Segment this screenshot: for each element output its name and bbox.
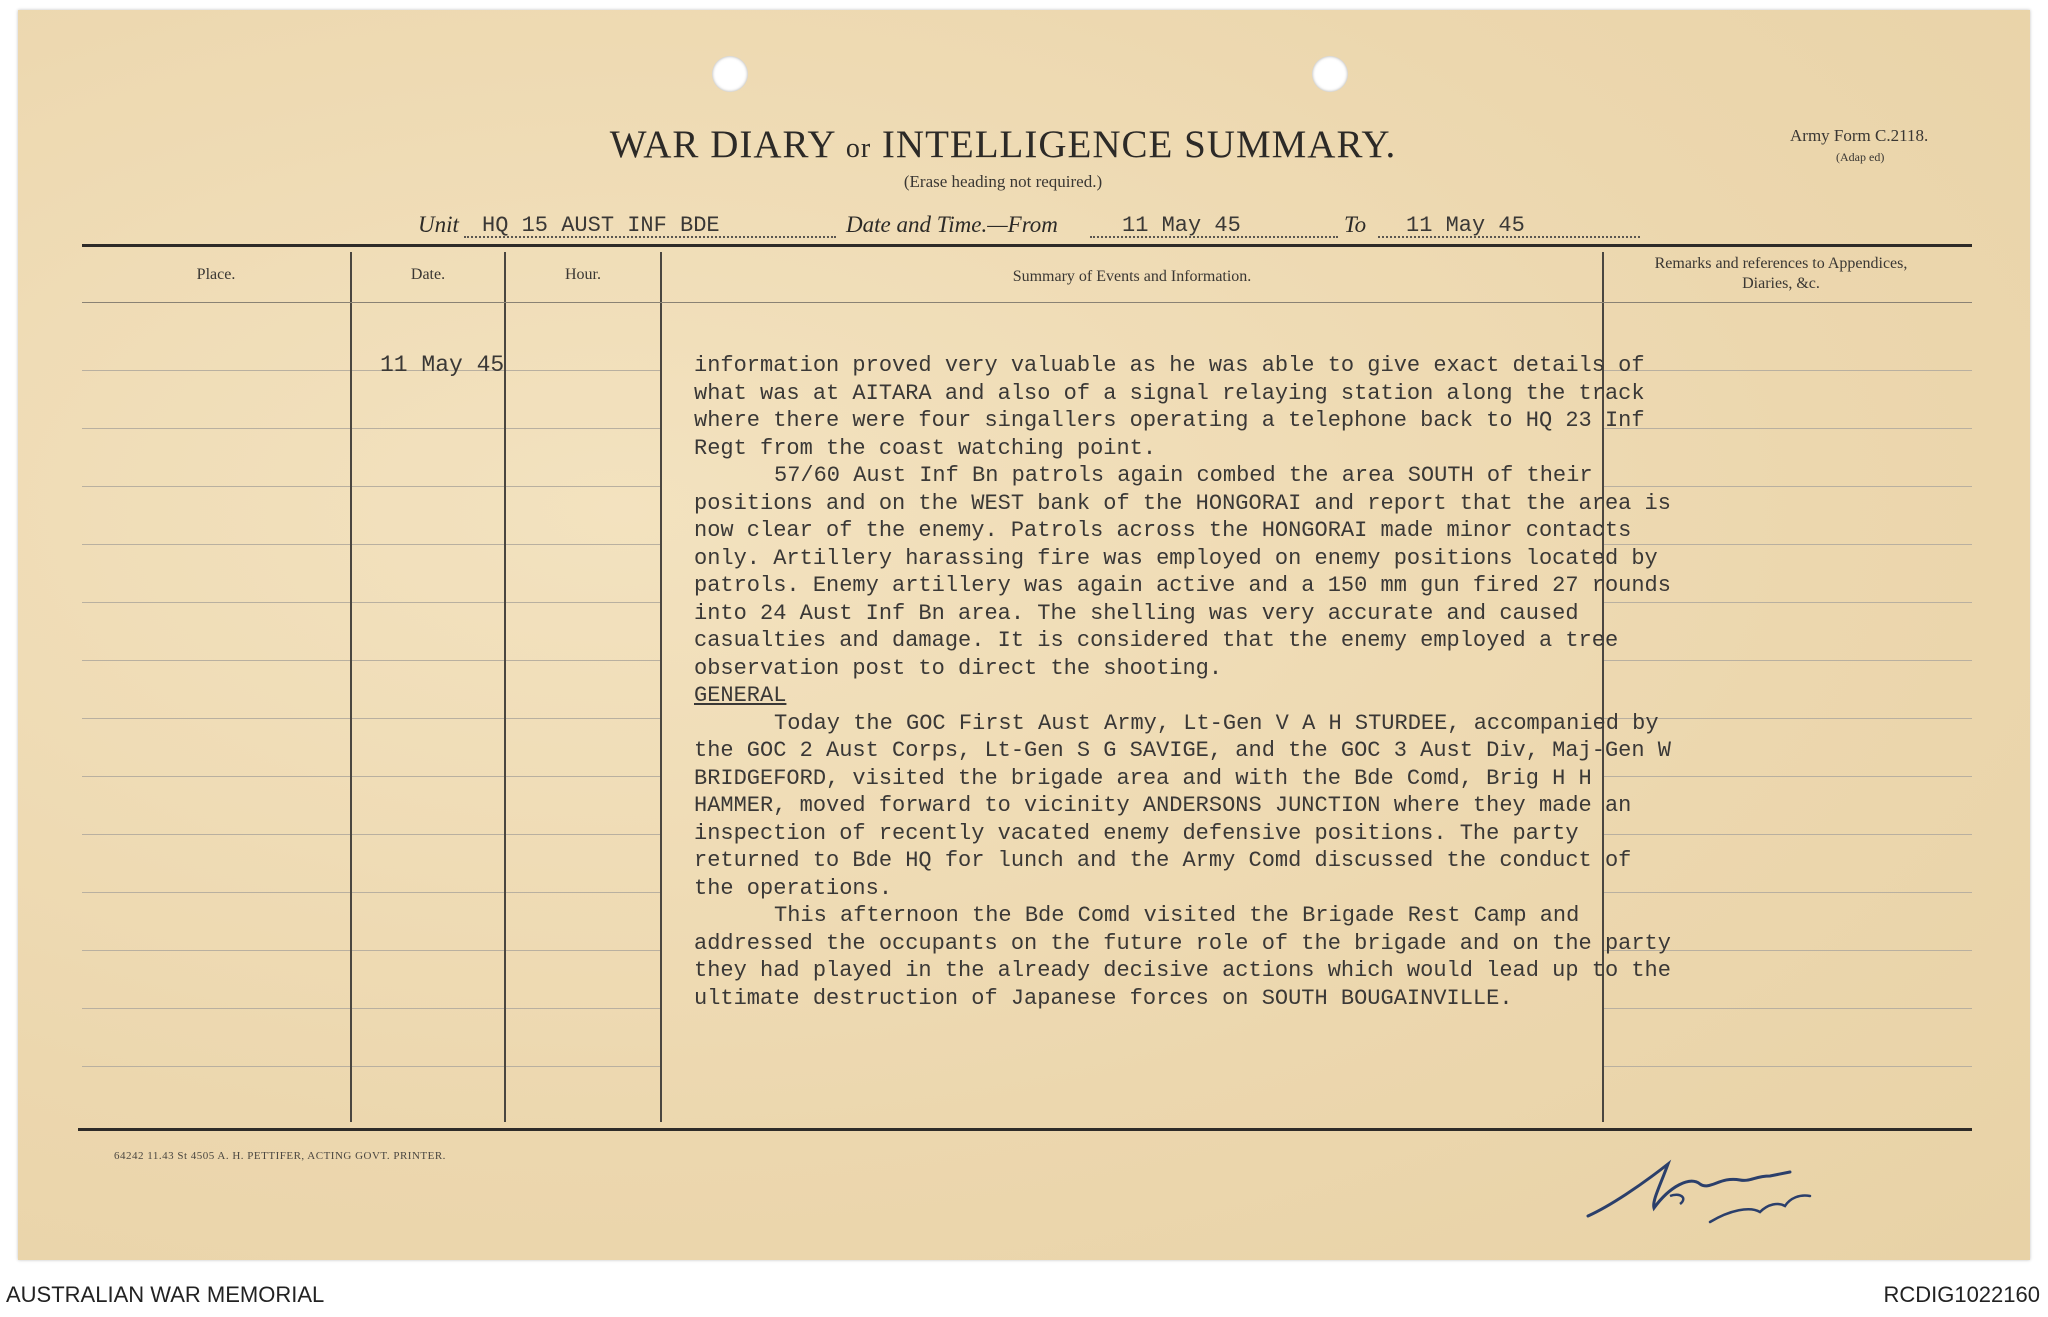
printer-imprint: 64242 11.43 St 4505 A. H. PETTIFER, ACTING GOVT. PRINTER. <box>114 1150 446 1162</box>
title-intelligence-summary: INTELLIGENCE SUMMARY. <box>881 123 1397 166</box>
from-value: 11 May 45 <box>1122 213 1241 238</box>
erase-note: (Erase heading not required.) <box>903 172 1103 191</box>
table-top-rule <box>82 244 1972 247</box>
ruled-line <box>506 370 660 371</box>
footer-right-id: RCDIG1022160 <box>1883 1282 2040 1307</box>
ruled-line <box>352 1008 504 1009</box>
army-form-subnote: (Adap ed) <box>1836 150 1885 164</box>
summary-paragraph: This afternoon the Bde Comd visited the Brigade Rest Camp and addressed the occupants on the future role of the brigade and on the party they had played in the already decisive actions which would lead up to the ultimate destruction of Japanese forces on SOUTH BOUGAINVILLE. <box>694 903 1671 1011</box>
form-title <box>18 122 1988 167</box>
ruled-line <box>1604 1066 1972 1067</box>
army-form-number: Army Form C.2118. <box>1790 126 1929 145</box>
date-time-label: Date and Time.—From <box>846 212 1058 237</box>
footer-left-credit: AUSTRALIAN WAR MEMORIAL <box>6 1282 325 1307</box>
to-value: 11 May 45 <box>1406 213 1525 238</box>
ruled-line <box>506 428 660 429</box>
ruled-line <box>352 1066 504 1067</box>
ruled-line <box>352 486 504 487</box>
ruled-line <box>506 950 660 951</box>
punch-hole-left <box>712 56 748 92</box>
header-underline <box>82 302 1972 303</box>
ruled-line <box>82 892 350 893</box>
ruled-line <box>82 1008 350 1009</box>
column-header-summary: Summary of Events and Information. <box>1012 268 1252 285</box>
ruled-line <box>506 718 660 719</box>
ruled-line <box>506 602 660 603</box>
unit-value: HQ 15 AUST INF BDE <box>482 213 720 238</box>
column-header-date: Date. <box>410 266 446 283</box>
ruled-line <box>506 834 660 835</box>
ruled-line <box>82 834 350 835</box>
summary-paragraph: 57/60 Aust Inf Bn patrols again combed the area SOUTH of their positions and on the WEST bank of the HONGORAI and report that the area is now clear of the enemy. Patrols across the HONGORAI made minor contacts only. Artillery harassing fire was employed on enemy positions located by patrols. Enemy artillery was again active and a 150 mm gun fired 27 rounds into 24 Aust Inf Bn area. The shelling was very accurate and caused casualties and damage. It is considered that the enemy employed a tree observation post to direct the shooting. <box>694 463 1671 681</box>
ruled-line <box>82 1066 350 1067</box>
ruled-line <box>82 544 350 545</box>
ruled-line <box>82 776 350 777</box>
title-or: or <box>845 133 872 164</box>
ruled-line <box>352 950 504 951</box>
officer-signature <box>1580 1146 1840 1236</box>
unit-label: Unit <box>418 212 459 237</box>
ruled-line <box>82 486 350 487</box>
title-war-diary: WAR DIARY <box>609 123 836 166</box>
ruled-line <box>352 660 504 661</box>
ruled-line <box>352 544 504 545</box>
ruled-line <box>82 428 350 429</box>
column-header-remarks: Remarks and references to Appendices, Diaries, &c. <box>1654 255 1908 292</box>
ruled-line <box>352 834 504 835</box>
ruled-line <box>352 602 504 603</box>
entry-date: 11 May 45 <box>380 352 505 378</box>
ruled-line <box>506 486 660 487</box>
ruled-line <box>352 718 504 719</box>
ruled-line <box>82 370 350 371</box>
column-divider-place <box>350 252 352 1122</box>
section-heading-general: GENERAL <box>694 683 787 708</box>
ruled-line <box>506 1066 660 1067</box>
ruled-line <box>352 892 504 893</box>
ruled-line <box>506 776 660 777</box>
column-divider-hour <box>660 252 662 1122</box>
ruled-line <box>82 602 350 603</box>
ruled-line <box>82 660 350 661</box>
summary-paragraph: Today the GOC First Aust Army, Lt-Gen V A H STURDEE, accompanied by the GOC 2 Aust Corps, Lt-Gen S G SAVIGE, and the GOC 3 Aust Div, Maj-Gen W BRIDGEFORD, visited the brigade area and with the Bde Comd, Brig H H HAMMER, moved forward to vicinity ANDERSONS JUNCTION where they made an inspection of recently vacated enemy defensive positions. The party returned to Bde HQ for lunch and the Army Comd discussed the conduct of the operations. <box>694 710 1671 901</box>
summary-paragraph: information proved very valuable as he was able to give exact details of what was at AITARA and also of a signal relaying station along the track where there were four singallers operating a telephone back to HQ 23 Inf Regt from the coast watching point. <box>694 353 1645 461</box>
table-bottom-rule <box>78 1128 1972 1131</box>
ruled-line <box>506 660 660 661</box>
ruled-line <box>506 1008 660 1009</box>
punch-hole-right <box>1312 56 1348 92</box>
ruled-line <box>506 544 660 545</box>
to-label: To <box>1344 212 1367 237</box>
ruled-line <box>82 950 350 951</box>
ruled-line <box>82 718 350 719</box>
summary-text <box>694 352 1684 1012</box>
war-diary-sheet <box>18 10 2030 1260</box>
ruled-line <box>506 892 660 893</box>
ruled-line <box>352 776 504 777</box>
column-header-place: Place. <box>196 266 236 283</box>
column-divider-date <box>504 252 506 1122</box>
column-header-hour: Hour. <box>565 266 601 283</box>
ruled-line <box>352 428 504 429</box>
